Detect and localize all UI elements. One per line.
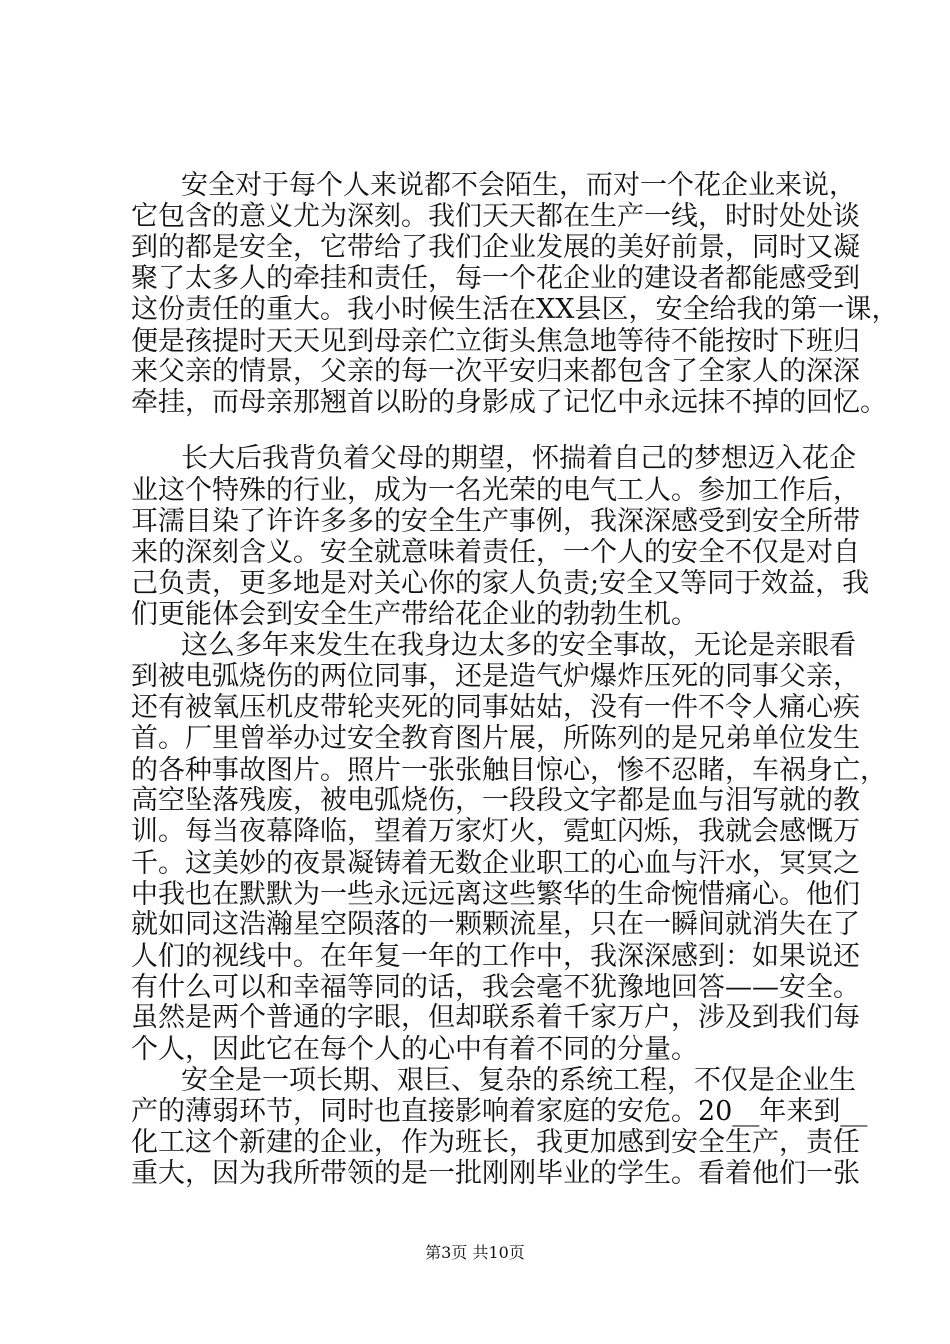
- paragraph-3-line: 千。这美妙的夜景凝铸着无数企业职工的心血与汗水，冥冥之: [131, 848, 860, 879]
- paragraph-2-line: 己负责，更多地是对关心你的家人负责;安全又等同于效益，我: [131, 568, 870, 599]
- paragraph-4-line: 重大，因为我所带领的是一批刚刚毕业的学生。看着他们一张: [131, 1158, 860, 1189]
- paragraph-2-line: 长大后我背负着父母的期望，怀揣着自己的梦想迈入花企: [181, 443, 856, 474]
- paragraph-4-line: 化工这个新建的企业，作为班长，我更加感到安全生产，责任: [131, 1127, 860, 1158]
- paragraph-1-line: 牵挂，而母亲那翘首以盼的身影成了记忆中永远抹不掉的回忆。: [131, 387, 887, 418]
- paragraph-1-line: 聚了太多人的牵挂和责任，每一个花企业的建设者都能感受到: [131, 263, 860, 294]
- paragraph-3-line: 人们的视线中。在年复一年的工作中，我深深感到：如果说还: [131, 941, 860, 972]
- paragraph-3-line: 这么多年来发生在我身边太多的安全事故，无论是亲眼看: [181, 630, 856, 661]
- paragraph-3-line: 就如同这浩瀚星空陨落的一颗颗流星，只在一瞬间就消失在了: [131, 909, 860, 940]
- paragraph-3-line: 个人，因此它在每个人的心中有着不同的分量。: [131, 1034, 698, 1065]
- paragraph-1-line: 它包含的意义尤为深刻。我们天天都在生产一线，时时处处谈: [131, 201, 860, 232]
- paragraph-3-line: 有什么可以和幸福等同的话，我会毫不犹豫地回答——安全。: [131, 972, 860, 1003]
- paragraph-3-line: 还有被氧压机皮带轮夹死的同事姑姑，没有一件不令人痛心疾: [131, 692, 860, 723]
- page-number-footer: 第3页 共10页: [425, 1243, 525, 1262]
- paragraph-1-line: 来父亲的情景，父亲的每一次平安归来都包含了全家人的深深: [131, 356, 860, 387]
- paragraph-4-line: 产的薄弱环节，同时也直接影响着家庭的安危。20__年来到__: [131, 1096, 868, 1127]
- paragraph-1-line: 便是孩提时天天见到母亲伫立街头焦急地等待不能按时下班归: [131, 326, 860, 357]
- paragraph-4-line: 安全是一项长期、艰巨、复杂的系统工程，不仅是企业生: [181, 1065, 856, 1096]
- paragraph-2-line: 们更能体会到安全生产带给花企业的勃勃生机。: [131, 599, 698, 630]
- paragraph-2-line: 业这个特殊的行业，成为一名光荣的电气工人。参加工作后，: [131, 475, 860, 506]
- paragraph-3-line: 中我也在默默为一些永远远离这些繁华的生命惋惜痛心。他们: [131, 879, 860, 910]
- paragraph-3-line: 虽然是两个普通的字眼，但却联系着千家万户，涉及到我们每: [131, 1002, 860, 1033]
- paragraph-2-line: 来的深刻含义。安全就意味着责任，一个人的安全不仅是对自: [131, 537, 860, 568]
- paragraph-3-line: 首。厂里曾举办过安全教育图片展，所陈列的是兄弟单位发生: [131, 723, 860, 754]
- paragraph-3-line: 高空坠落残废，被电弧烧伤，一段段文字都是血与泪写就的教: [131, 785, 860, 816]
- paragraph-2-line: 耳濡目染了许许多多的安全生产事例，我深深感受到安全所带: [131, 506, 860, 537]
- paragraph-1-line: 安全对于每个人来说都不会陌生，而对一个花企业来说，: [181, 170, 856, 201]
- paragraph-1-line: 这份责任的重大。我小时候生活在XX县区，安全给我的第一课，: [131, 294, 899, 325]
- paragraph-3-line: 训。每当夜幕降临，望着万家灯火，霓虹闪烁，我就会感慨万: [131, 816, 860, 847]
- paragraph-1-line: 到的都是安全，它带给了我们企业发展的美好前景，同时又凝: [131, 232, 860, 263]
- paragraph-3-line: 到被电弧烧伤的两位同事，还是造气炉爆炸压死的同事父亲，: [131, 661, 860, 692]
- paragraph-3-line: 的各种事故图片。照片一张张触目惊心，惨不忍睹，车祸身亡，: [131, 755, 887, 786]
